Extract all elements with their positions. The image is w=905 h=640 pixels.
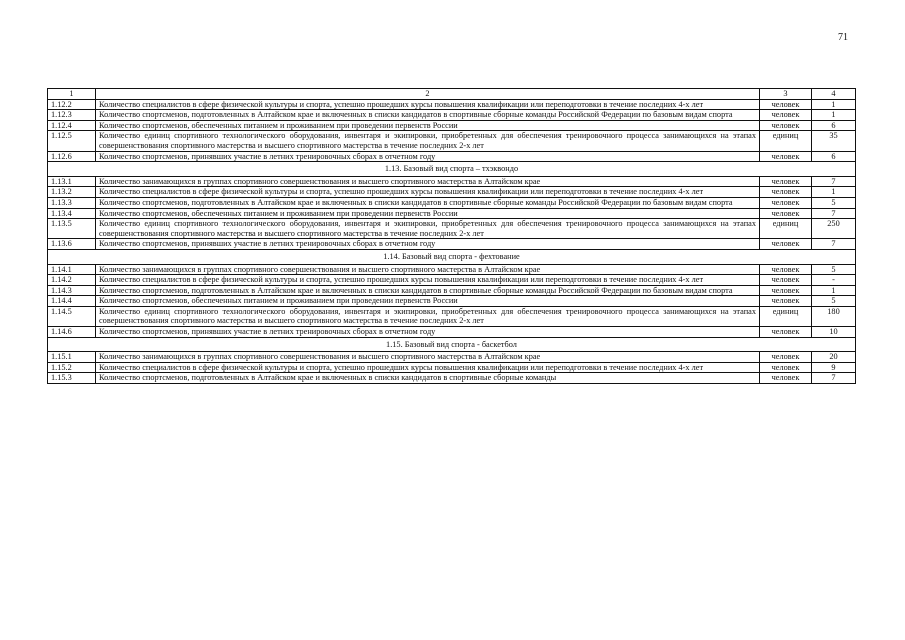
row-description: Количество специалистов в сфере физической культуры и спорта, успешно прошедших курсы повышения квалификации или переподготовки в течение последних 4-х лет [96, 99, 760, 110]
row-unit: человек [760, 208, 812, 219]
row-value: 6 [812, 120, 856, 131]
row-number: 1.13.4 [48, 208, 96, 219]
row-description: Количество занимающихся в группах спортивного совершенствования и высшего спортивного мастерства в Алтайском крае [96, 264, 760, 275]
table-row [48, 264, 856, 275]
row-number: 1.12.6 [48, 151, 96, 162]
row-description: Количество занимающихся в группах спортивного совершенствования и высшего спортивного мастерства в Алтайском крае [96, 352, 760, 363]
row-description: Количество спортсменов, обеспеченных питанием и проживанием при проведении первенств России [96, 120, 760, 131]
table-row [48, 187, 856, 198]
row-unit: человек [760, 327, 812, 338]
row-description: Количество спортсменов, подготовленных в Алтайском крае и включенных в списки кандидатов в спортивные сборные команды [96, 373, 760, 384]
row-description: Количество единиц спортивного технологического оборудования, инвентаря и экипировки, приобретенных для обеспечения тренировочного процесса занимающихся на этапах совершенствования спортивного мастерства и высшего спортивного мастерства в течение последних 2-х лет [96, 131, 760, 151]
row-value: 1 [812, 99, 856, 110]
table-row [48, 176, 856, 187]
row-number: 1.13.2 [48, 187, 96, 198]
row-description: Количество специалистов в сфере физической культуры и спорта, успешно прошедших курсы повышения квалификации или переподготовки в течение последних 4-х лет [96, 275, 760, 286]
table-row [48, 110, 856, 121]
row-description: Количество спортсменов, принявших участие в летних тренировочных сборах в отчетном году [96, 151, 760, 162]
row-value: 250 [812, 219, 856, 239]
table-row [48, 373, 856, 384]
row-unit: человек [760, 352, 812, 363]
table-row [48, 327, 856, 338]
row-value: 1 [812, 285, 856, 296]
table-row [48, 352, 856, 363]
indicators-table [47, 88, 856, 384]
row-number: 1.15.2 [48, 362, 96, 373]
section-title: 1.13. Базовый вид спорта – тхэквондо [48, 162, 856, 177]
row-unit: человек [760, 99, 812, 110]
table-row [48, 285, 856, 296]
row-value: 10 [812, 327, 856, 338]
row-value: 6 [812, 151, 856, 162]
row-number: 1.14.1 [48, 264, 96, 275]
table-row [48, 239, 856, 250]
row-value: 7 [812, 239, 856, 250]
section-heading-row [48, 337, 856, 352]
row-number: 1.13.1 [48, 176, 96, 187]
row-number: 1.12.3 [48, 110, 96, 121]
table-row [48, 275, 856, 286]
header-cell: 2 [96, 89, 760, 100]
row-unit: человек [760, 187, 812, 198]
header-cell: 4 [812, 89, 856, 100]
row-description: Количество спортсменов, подготовленных в Алтайском крае и включенных в списки кандидатов в спортивные сборные команды Российской Федерации по базовым видам спорта [96, 285, 760, 296]
table-row [48, 296, 856, 307]
row-value: 20 [812, 352, 856, 363]
row-unit: человек [760, 176, 812, 187]
row-description: Количество спортсменов, подготовленных в Алтайском крае и включенных в списки кандидатов в спортивные сборные команды Российской Федерации по базовым видам спорта [96, 197, 760, 208]
header-cell: 3 [760, 89, 812, 100]
table-row [48, 99, 856, 110]
row-value: 7 [812, 176, 856, 187]
row-description: Количество спортсменов, принявших участие в летних тренировочных сборах в отчетном году [96, 327, 760, 338]
row-description: Количество спортсменов, принявших участие в летних тренировочных сборах в отчетном году [96, 239, 760, 250]
page-number: 71 [838, 32, 848, 43]
row-description: Количество спортсменов, подготовленных в Алтайском крае и включенных в списки кандидатов в спортивные сборные команды Российской Федерации по базовым видам спорта [96, 110, 760, 121]
table-header-row [48, 89, 856, 100]
row-number: 1.12.5 [48, 131, 96, 151]
table-row [48, 197, 856, 208]
row-unit: человек [760, 285, 812, 296]
row-unit: единиц [760, 131, 812, 151]
row-unit: человек [760, 296, 812, 307]
row-value: 1 [812, 187, 856, 198]
table-row [48, 306, 856, 326]
row-description: Количество специалистов в сфере физической культуры и спорта, успешно прошедших курсы повышения квалификации или переподготовки в течение последних 4-х лет [96, 362, 760, 373]
row-unit: единиц [760, 219, 812, 239]
row-value: 35 [812, 131, 856, 151]
row-number: 1.14.2 [48, 275, 96, 286]
row-number: 1.14.3 [48, 285, 96, 296]
section-heading-row [48, 249, 856, 264]
row-value: - [812, 275, 856, 286]
row-number: 1.14.6 [48, 327, 96, 338]
table-row [48, 362, 856, 373]
row-unit: человек [760, 151, 812, 162]
row-value: 1 [812, 110, 856, 121]
row-unit: человек [760, 362, 812, 373]
section-title: 1.15. Базовый вид спорта - баскетбол [48, 337, 856, 352]
row-description: Количество единиц спортивного технологического оборудования, инвентаря и экипировки, приобретенных для обеспечения тренировочного процесса занимающихся на этапах совершенствования спортивного мастерства и высшего спортивного мастерства в течение последних 2-х лет [96, 219, 760, 239]
row-number: 1.13.3 [48, 197, 96, 208]
table-row [48, 208, 856, 219]
row-unit: человек [760, 120, 812, 131]
row-unit: человек [760, 264, 812, 275]
row-value: 5 [812, 296, 856, 307]
row-number: 1.14.5 [48, 306, 96, 326]
row-number: 1.14.4 [48, 296, 96, 307]
row-description: Количество занимающихся в группах спортивного совершенствования и высшего спортивного мастерства в Алтайском крае [96, 176, 760, 187]
row-description: Количество спортсменов, обеспеченных питанием и проживанием при проведении первенств России [96, 296, 760, 307]
table-row [48, 120, 856, 131]
row-unit: человек [760, 275, 812, 286]
row-value: 7 [812, 373, 856, 384]
row-unit: человек [760, 110, 812, 121]
row-description: Количество единиц спортивного технологического оборудования, инвентаря и экипировки, приобретенных для обеспечения тренировочного процесса занимающихся на этапах совершенствования спортивного мастерства и высшего спортивного мастерства в течение последних 2-х лет [96, 306, 760, 326]
row-unit: единиц [760, 306, 812, 326]
row-number: 1.12.4 [48, 120, 96, 131]
row-number: 1.12.2 [48, 99, 96, 110]
row-value: 180 [812, 306, 856, 326]
row-number: 1.13.6 [48, 239, 96, 250]
row-number: 1.15.1 [48, 352, 96, 363]
row-value: 5 [812, 264, 856, 275]
table-row [48, 151, 856, 162]
row-unit: человек [760, 197, 812, 208]
row-unit: человек [760, 239, 812, 250]
row-unit: человек [760, 373, 812, 384]
table-row [48, 219, 856, 239]
row-value: 5 [812, 197, 856, 208]
row-value: 9 [812, 362, 856, 373]
row-value: 7 [812, 208, 856, 219]
header-cell: 1 [48, 89, 96, 100]
row-description: Количество спортсменов, обеспеченных питанием и проживанием при проведении первенств России [96, 208, 760, 219]
row-description: Количество специалистов в сфере физической культуры и спорта, успешно прошедших курсы повышения квалификации или переподготовки в течение последних 4-х лет [96, 187, 760, 198]
table-row [48, 131, 856, 151]
section-title: 1.14. Базовый вид спорта - фехтование [48, 249, 856, 264]
row-number: 1.15.3 [48, 373, 96, 384]
row-number: 1.13.5 [48, 219, 96, 239]
section-heading-row [48, 162, 856, 177]
